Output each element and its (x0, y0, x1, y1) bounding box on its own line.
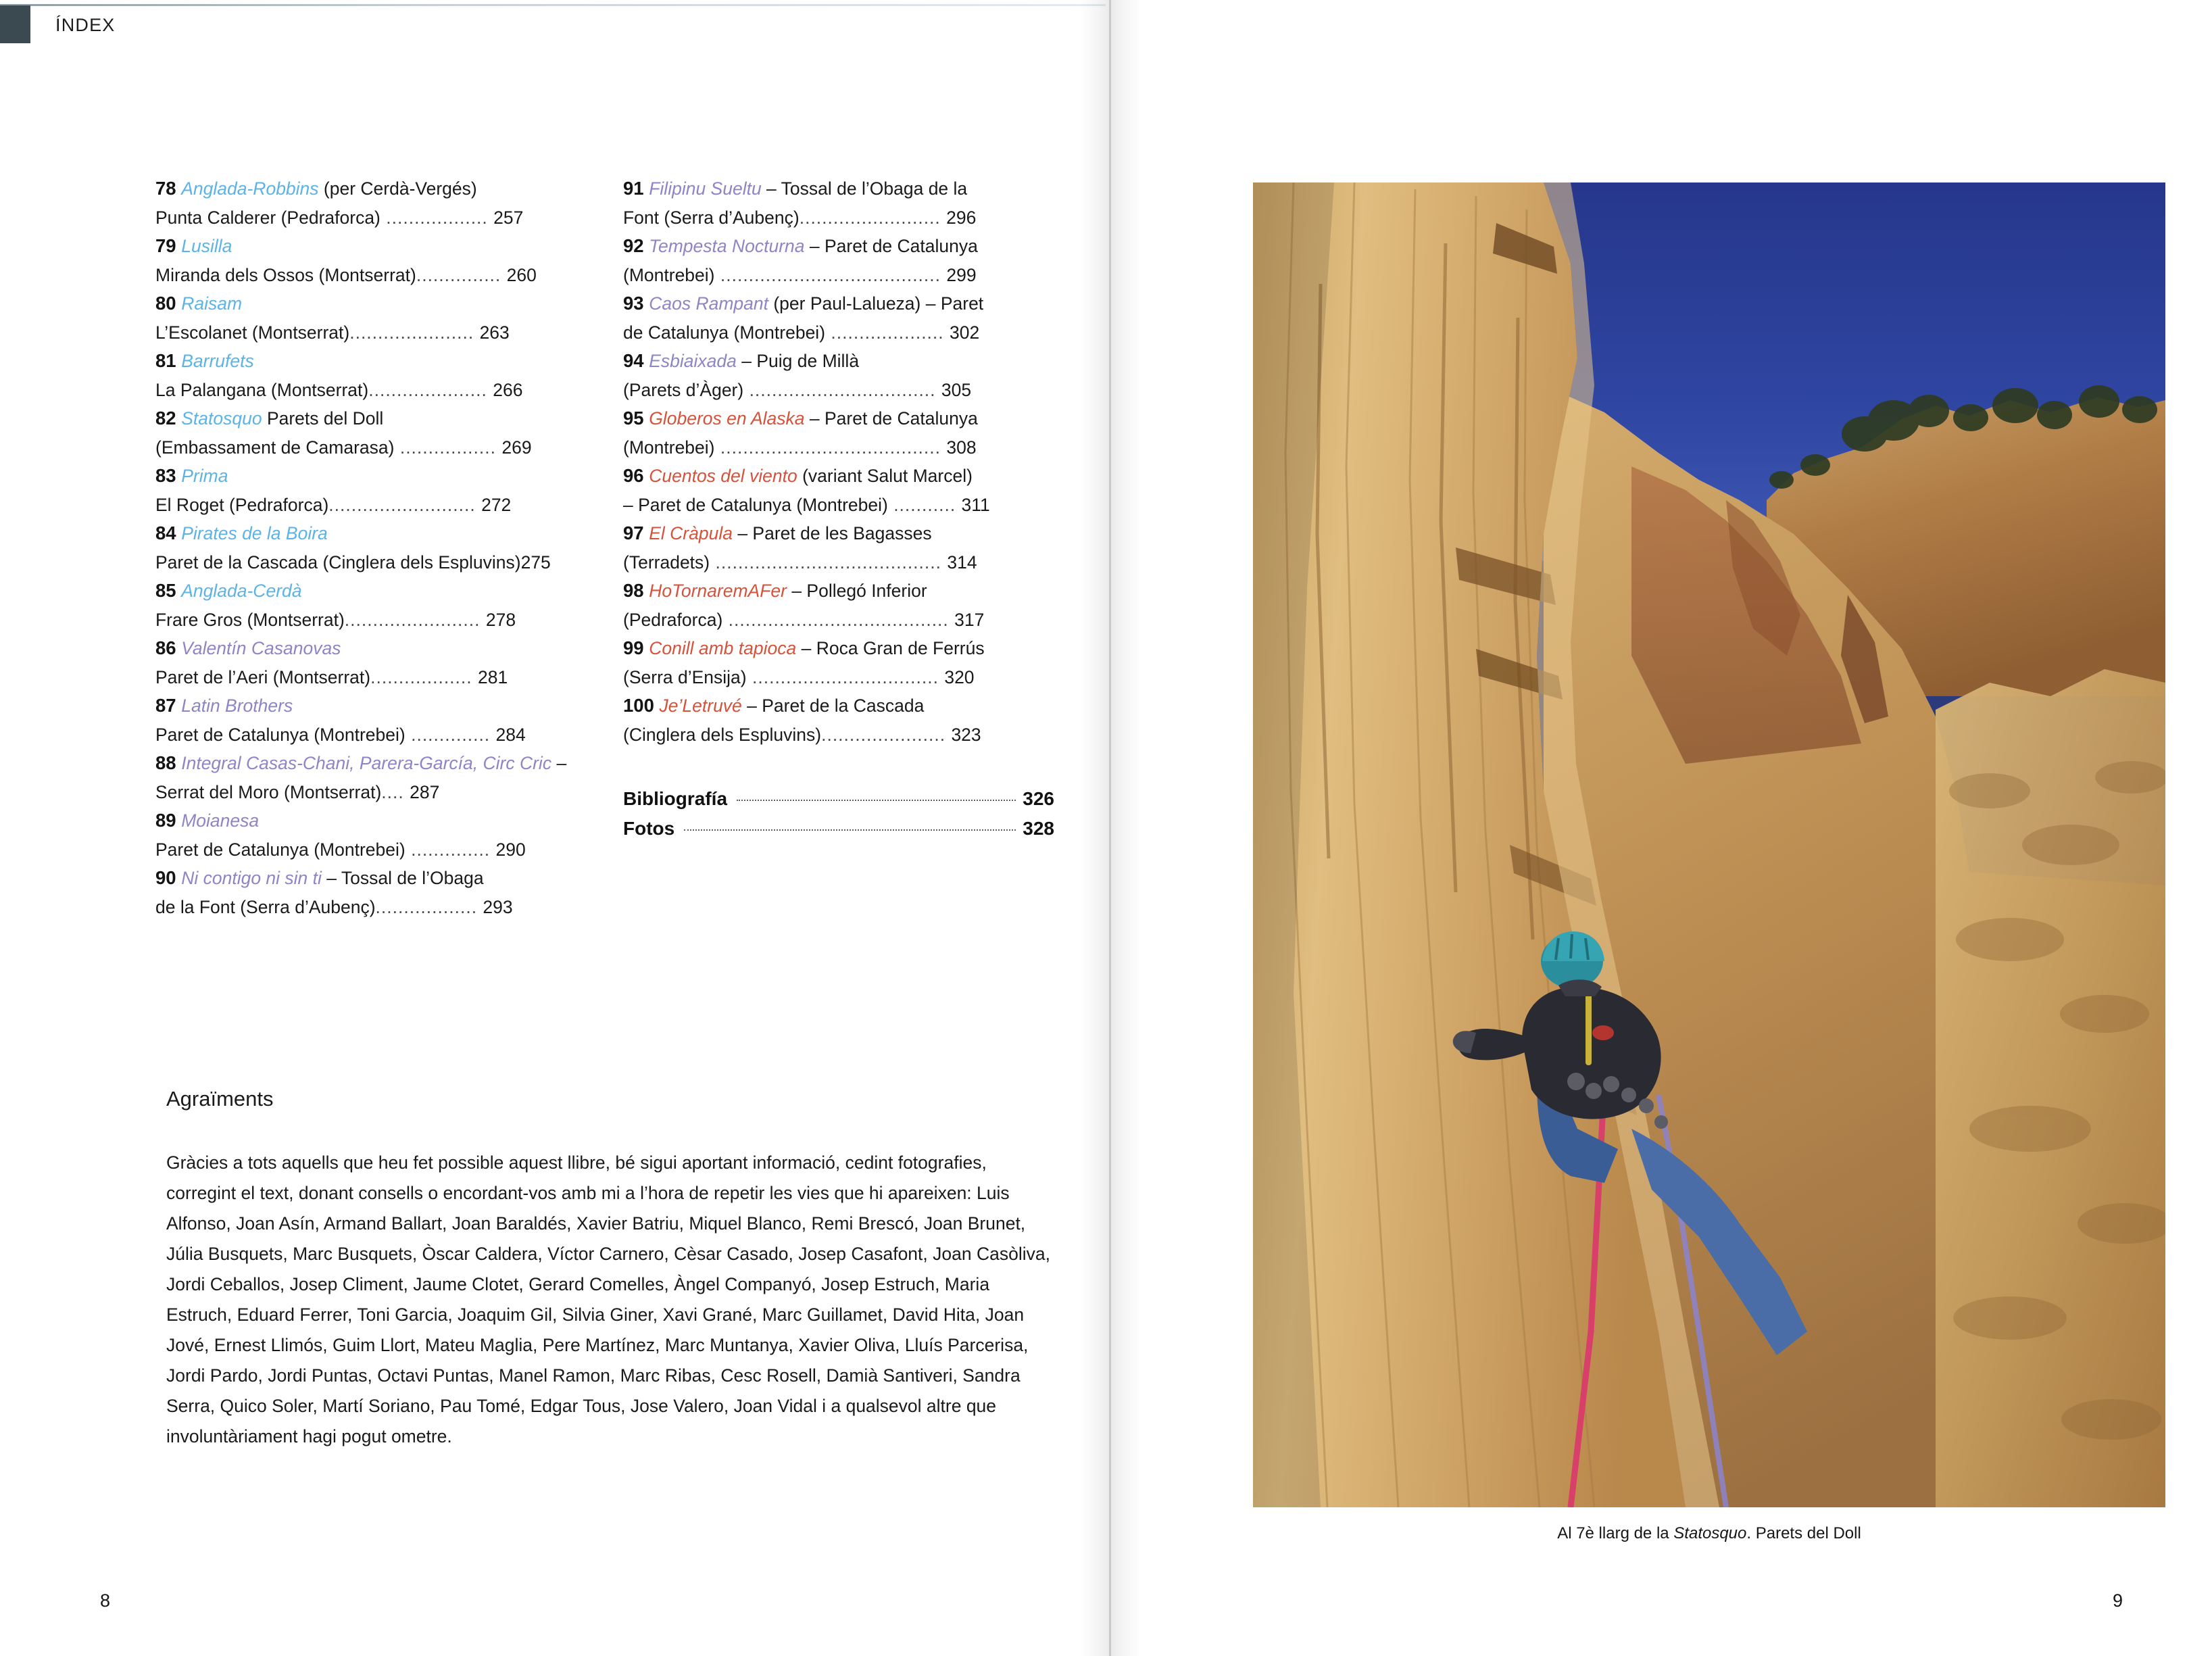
index-entry[interactable] (623, 232, 1054, 289)
entry-number: 78 (155, 178, 182, 199)
entry-page-number: 299 (946, 264, 977, 285)
entry-page-number: 302 (950, 322, 980, 343)
entry-number: 99 (623, 637, 649, 658)
entry-crag: (Montrebei) (623, 437, 715, 458)
entry-crag: (Terradets) (623, 552, 710, 573)
back-matter-page-number: 328 (1023, 818, 1054, 839)
entry-number: 95 (623, 408, 649, 429)
entry-page-number: 314 (947, 552, 977, 573)
entry-dot-leader: .................. (375, 896, 483, 917)
entry-page-number: 305 (941, 379, 972, 400)
entry-page-number: 311 (961, 494, 990, 515)
entry-route-name: Conill amb tapioca (649, 638, 797, 658)
acknowledgements-body: Gràcies a tots aquells que heu fet possible aquest llibre, bé sigui aportant informació, cedint fotografies, corregint el text, donant consells o encordant-vos amb mi a l’hora de repetir les vies que hi apareixen: Luis Alfonso, Joan Asín, Armand Ballart, Joan Baraldés, Xavier Batriu, Miquel Blanco, Remi Brescó, Joan Brunet, Júlia Busquets, Marc Busquets, Òscar Caldera, Víctor Carnero, Cèsar Casado, Josep Casafont, Joan Casòliva, Jordi Ceballos, Josep Climent, Jaume Clotet, Gerard Comelles, Àngel Companyó, Josep Estruch, Maria Estruch, Eduard Ferrer, Toni Garcia, Joaquim Gil, Silvia Giner, Xavi Grané, Marc Guillamet, David Hita, Joan Jové, Ernest Llimós, Guim Llort, Mateu Maglia, Pere Martínez, Marc Muntanya, Xavier Oliva, Lluís Parcerisa, Jordi Pardo, Jordi Puntas, Octavi Puntas, Manel Ramon, Marc Ribas, Cesc Rosell, Damià Santiveri, Sandra Serra, Quico Soler, Martí Soriano, Pau Tomé, Edgar Tous, Jose Valero, Joan Vidal i a qualsevol altre que involuntàriament hagi pogut ometre. (166, 1152, 1050, 1446)
index-column-left (155, 174, 587, 921)
entry-crag: El Roget (Pedraforca) (155, 494, 329, 515)
entry-number: 87 (155, 695, 182, 716)
entry-crag: Punta Calderer (Pedraforca) (155, 207, 380, 228)
entry-dot-leader: ................................. (746, 666, 945, 687)
entry-page-number: 257 (493, 207, 524, 228)
index-entry[interactable] (155, 174, 587, 232)
entry-route-name: El Cràpula (649, 523, 733, 543)
entry-crag: Paret de Catalunya (Montrebei) (155, 724, 405, 745)
entry-number: 96 (623, 465, 649, 486)
entry-number: 94 (623, 350, 649, 371)
entry-crag: Font (Serra d’Aubenç) (623, 207, 800, 228)
entry-dot-leader: ...................... (349, 322, 480, 343)
entry-route-name: Barrufets (181, 351, 254, 371)
index-entry[interactable] (623, 519, 1054, 577)
index-entry[interactable] (623, 577, 1054, 634)
acknowledgements-title: Agraïments (166, 1087, 274, 1111)
back-matter-list (623, 784, 1054, 844)
entry-crag: L’Escolanet (Montserrat) (155, 322, 350, 343)
entry-crag: Paret de Catalunya (Montrebei) (155, 839, 405, 860)
folio-left: 8 (100, 1590, 111, 1611)
photo-frame (1253, 182, 2165, 1507)
entry-dot-leader: ................. (394, 437, 502, 458)
entry-route-name: Valentín Casanovas (181, 638, 341, 658)
caption-route: Statosquo (1673, 1524, 1747, 1542)
entry-dot-leader: ................................. (743, 379, 941, 400)
entry-page-number: 287 (410, 781, 440, 802)
entry-route-name: Cuentos del viento (649, 466, 797, 486)
index-entry[interactable] (155, 691, 587, 749)
entry-page-number: 320 (944, 666, 975, 687)
entry-route-name: Anglada-Cerdà (181, 581, 302, 601)
entry-crag: (Cinglera dels Espluvins) (623, 724, 822, 745)
entry-number: 89 (155, 810, 182, 831)
entry-route-name: HoTornaremAFer (649, 581, 787, 601)
running-head: ÍNDEX (55, 15, 116, 35)
index-entry[interactable] (155, 519, 587, 577)
entry-dot-leader: ....................................... (722, 609, 955, 630)
entry-page-number: 260 (506, 264, 537, 285)
entry-dot-leader: .................. (370, 666, 478, 687)
entry-crag: – Paret de Catalunya (Montrebei) (623, 494, 888, 515)
entry-crag: (Pedraforca) (623, 609, 723, 630)
entry-route-name: Pirates de la Boira (181, 523, 328, 543)
photo-caption (1253, 1524, 2165, 1543)
index-entry[interactable] (155, 749, 587, 806)
entry-crag: (Embassament de Camarasa) (155, 437, 395, 458)
entry-page-number: 275 (520, 552, 551, 573)
back-matter-dot-leader (684, 829, 1016, 831)
entry-route-suffix: (per Paul-Lalueza) – Paret (768, 293, 984, 314)
entry-route-suffix: – Serrat del Moro (Montserrat) (155, 753, 567, 802)
index-columns (155, 174, 1054, 921)
entry-number: 84 (155, 522, 182, 543)
index-entry[interactable] (623, 174, 1054, 232)
caption-prefix: Al 7è llarg de la (1557, 1524, 1674, 1542)
entry-crag: Paret de la Cascada (Cinglera dels Espluvins) (155, 552, 521, 573)
entry-page-number: 323 (951, 724, 981, 745)
entry-route-name: Integral Casas-Chani, Parera-García, Circ Cric (181, 753, 552, 773)
entry-dot-leader: .................. (380, 207, 494, 228)
entry-dot-leader: .................... (825, 322, 950, 343)
entry-crag: La Palangana (Montserrat) (155, 379, 369, 400)
entry-route-suffix: (variant Salut Marcel) (797, 466, 973, 486)
entry-number: 88 (155, 752, 182, 773)
index-column-right (623, 174, 1054, 921)
entry-dot-leader: .............. (405, 839, 496, 860)
entry-route-name: Filipinu Sueltu (649, 178, 762, 199)
entry-route-suffix: – Puig de Millà (736, 351, 860, 371)
entry-route-name: Esbiaixada (649, 351, 737, 371)
entry-route-suffix: (per Cerdà-Vergés) (318, 178, 477, 199)
back-matter-row[interactable] (623, 814, 1054, 844)
entry-crag: Paret de l’Aeri (Montserrat) (155, 666, 371, 687)
entry-route-name: Ni contigo ni sin ti (181, 868, 322, 888)
back-matter-dot-leader (737, 800, 1016, 801)
entry-number: 85 (155, 580, 182, 601)
entry-route-name: Raisam (181, 293, 243, 314)
entry-route-name: Anglada-Robbins (181, 178, 319, 199)
entry-page-number: 317 (954, 609, 985, 630)
entry-route-name: Latin Brothers (181, 696, 293, 716)
entry-page-number: 263 (479, 322, 510, 343)
entry-page-number: 293 (483, 896, 513, 917)
entry-route-suffix: – Paret de Catalunya (804, 408, 978, 429)
index-entry[interactable] (155, 864, 587, 921)
index-entry[interactable] (155, 577, 587, 634)
entry-route-name: Globeros en Alaska (649, 408, 805, 429)
entry-route-name: Je’Letruvé (659, 696, 742, 716)
entry-dot-leader: ........................ (344, 609, 486, 630)
entry-page-number: 290 (495, 839, 526, 860)
entry-dot-leader: ............... (416, 264, 507, 285)
entry-number: 92 (623, 235, 649, 256)
entry-page-number: 296 (946, 207, 977, 228)
entry-dot-leader: .......................... (328, 494, 482, 515)
index-entry[interactable] (623, 691, 1054, 749)
entry-page-number: 278 (485, 609, 516, 630)
entry-page-number: 284 (495, 724, 526, 745)
entry-route-name: Lusilla (181, 236, 232, 256)
index-entry[interactable] (155, 462, 587, 519)
acknowledgements-section (166, 1087, 1057, 1452)
entry-number: 82 (155, 408, 182, 429)
index-entry[interactable] (623, 347, 1054, 404)
entry-route-suffix: – Paret de la Cascada (741, 696, 925, 716)
entry-route-suffix: Parets del Doll (262, 408, 384, 429)
entry-route-suffix: – Roca Gran de Ferrús (796, 638, 985, 658)
index-entry[interactable] (155, 232, 587, 289)
entry-number: 90 (155, 867, 182, 888)
entry-route-name: Tempesta Nocturna (649, 236, 805, 256)
index-entry[interactable] (623, 634, 1054, 691)
entry-number: 80 (155, 293, 182, 314)
entry-number: 83 (155, 465, 182, 486)
entry-dot-leader: .............. (405, 724, 496, 745)
entry-route-suffix: – Pollegó Inferior (786, 581, 927, 601)
entry-route-name: Prima (181, 466, 228, 486)
index-entry[interactable] (623, 289, 1054, 347)
entry-number: 86 (155, 637, 182, 658)
index-entry[interactable] (155, 806, 587, 864)
entry-number: 97 (623, 522, 649, 543)
back-matter-page-number: 326 (1023, 788, 1054, 809)
entry-dot-leader: ........................................ (710, 552, 948, 573)
entry-page-number: 272 (481, 494, 512, 515)
entry-route-name: Statosquo (181, 408, 262, 429)
entry-page-number: 266 (493, 379, 523, 400)
entry-page-number: 269 (501, 437, 532, 458)
entry-dot-leader: ...................... (821, 724, 952, 745)
entry-crag: de la Font (Serra d’Aubenç) (155, 896, 376, 917)
entry-route-suffix: – Tossal de l’Obaga de la (761, 178, 968, 199)
index-entry[interactable] (155, 634, 587, 691)
index-entry[interactable] (155, 404, 587, 462)
entry-crag: Miranda dels Ossos (Montserrat) (155, 264, 416, 285)
entry-number: 81 (155, 350, 182, 371)
back-matter-row[interactable] (623, 784, 1054, 814)
index-entry[interactable] (623, 404, 1054, 462)
index-entry[interactable] (155, 289, 587, 347)
entry-crag: (Parets d’Àger) (623, 379, 744, 400)
index-entry[interactable] (623, 462, 1054, 519)
entry-route-name: Caos Rampant (649, 293, 768, 314)
right-page (1106, 0, 2212, 1656)
entry-dot-leader: .... (381, 781, 410, 802)
entry-page-number: 281 (478, 666, 508, 687)
entry-crag: (Serra d’Ensija) (623, 666, 747, 687)
entry-crag: (Montrebei) (623, 264, 715, 285)
header-corner-block (0, 5, 30, 43)
entry-number: 91 (623, 178, 649, 199)
entry-number: 79 (155, 235, 182, 256)
entry-number: 93 (623, 293, 649, 314)
entry-crag: Frare Gros (Montserrat) (155, 609, 345, 630)
entry-page-number: 308 (946, 437, 977, 458)
entry-dot-leader: ....................................... (714, 264, 947, 285)
entry-dot-leader: ..................... (368, 379, 493, 400)
caption-suffix: . Parets del Doll (1746, 1524, 1861, 1542)
header-rule (0, 4, 1106, 6)
folio-right: 9 (2112, 1590, 2123, 1611)
back-matter-label: Bibliografía (623, 788, 728, 809)
entry-route-suffix: – Paret de Catalunya (804, 236, 978, 256)
entry-route-suffix: – Tossal de l’Obaga (321, 868, 484, 888)
entry-number: 100 (623, 695, 660, 716)
entry-number: 98 (623, 580, 649, 601)
entry-dot-leader: ........... (887, 494, 962, 515)
climbing-photograph (1253, 182, 2165, 1507)
entry-route-name: Moianesa (181, 810, 260, 831)
index-entry[interactable] (155, 347, 587, 404)
back-matter-label: Fotos (623, 818, 675, 839)
entry-dot-leader: ......................... (799, 207, 947, 228)
entry-dot-leader: ....................................... (714, 437, 947, 458)
entry-route-suffix: – Paret de les Bagasses (732, 523, 932, 543)
entry-crag: de Catalunya (Montrebei) (623, 322, 826, 343)
